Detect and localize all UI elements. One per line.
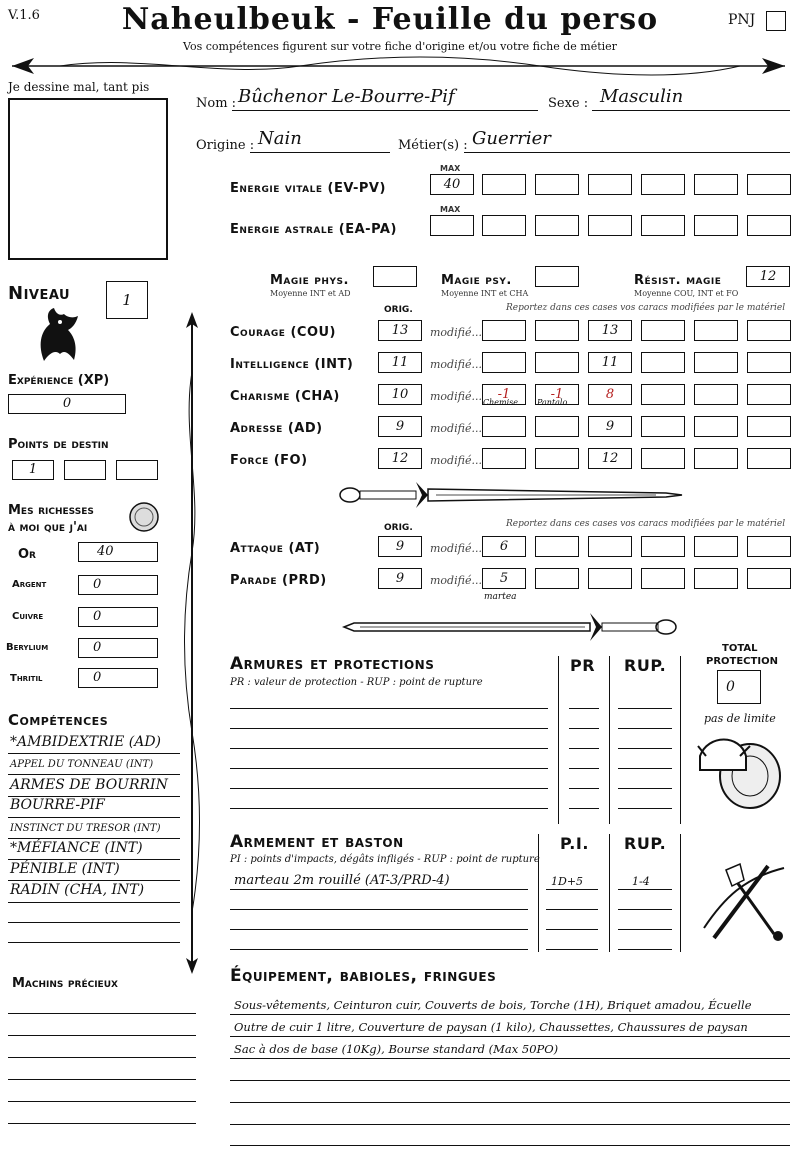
armement-subtitle: PI : points d'impacts, dégâts infligés - RUP : point de rupture — [230, 854, 540, 865]
carac-mod-box[interactable] — [694, 320, 738, 341]
competence-item: BOURRE-PIF — [10, 797, 105, 813]
competence-item: *AMBIDEXTRIE (AD) — [10, 734, 162, 750]
competence-item: RADIN (CHA, INT) — [10, 882, 145, 898]
carac-mod-box[interactable] — [641, 352, 685, 373]
destin-box-2[interactable] — [64, 460, 106, 480]
experience-label: Expérience (XP) — [8, 373, 110, 388]
carac-mod-box[interactable] — [641, 384, 685, 405]
carac-mod-box[interactable]: 9 — [588, 416, 632, 437]
helmet-shield-icon — [694, 726, 784, 812]
richesses-label-2: à moi que j'ai — [8, 520, 88, 535]
destin-box-1[interactable]: 1 — [12, 460, 54, 480]
weapon-rup[interactable]: 1-4 — [632, 875, 650, 888]
carac-mod-box[interactable] — [694, 352, 738, 373]
origine-value[interactable]: Nain — [258, 128, 302, 149]
carac-mod-box[interactable]: 8 — [588, 384, 632, 405]
armures-divider-1 — [558, 656, 559, 824]
berylium-label: Berylium — [6, 642, 49, 653]
armure-row-line[interactable] — [230, 768, 548, 769]
sexe-label: Sexe : — [548, 96, 589, 111]
combat-mod-box[interactable] — [588, 536, 632, 557]
machins-line — [8, 1101, 196, 1102]
ev-box-6[interactable] — [694, 174, 738, 195]
carac-mod-box[interactable]: 13 — [588, 320, 632, 341]
carac-mod-box[interactable] — [535, 352, 579, 373]
combat-mod-box[interactable] — [641, 536, 685, 557]
combat-mod-box[interactable] — [641, 568, 685, 589]
carac-orig-box[interactable]: 10 — [378, 384, 422, 405]
metier-underline — [464, 152, 790, 153]
weapons-icon — [694, 858, 790, 944]
destin-box-3[interactable] — [116, 460, 158, 480]
arme-pi-line[interactable] — [546, 949, 598, 950]
armement-col-rup: RUP. — [624, 834, 667, 853]
berylium-box[interactable]: 0 — [78, 638, 158, 658]
ea-box-5[interactable] — [641, 215, 685, 236]
ea-max-label: MAX — [440, 205, 461, 214]
argent-box[interactable]: 0 — [78, 575, 158, 595]
competence-line — [8, 922, 180, 923]
combat-label: Parade (PRD) — [230, 573, 327, 588]
ev-box-4[interactable] — [588, 174, 632, 195]
combat-orig-box[interactable]: 9 — [378, 536, 422, 557]
carac-mod-box[interactable] — [535, 320, 579, 341]
carac-mod-box[interactable] — [747, 416, 791, 437]
carac-mod-box[interactable]: 12 — [588, 448, 632, 469]
header-arrow-ornament — [0, 54, 800, 78]
ea-box-7[interactable] — [747, 215, 791, 236]
carac-label: Charisme (CHA) — [230, 389, 340, 404]
carac-mod-box[interactable] — [482, 320, 526, 341]
combat-mod-box[interactable] — [588, 568, 632, 589]
armement-divider-2 — [609, 834, 610, 952]
nom-value[interactable]: Bûchenor Le-Bourre-Pif — [238, 86, 455, 107]
machins-line — [8, 1013, 196, 1014]
portrait-caption: Je dessine mal, tant pis — [8, 80, 150, 94]
metier-label: Métier(s) : — [398, 138, 468, 153]
combat-label: Attaque (AT) — [230, 541, 321, 556]
competences-title: Compétences — [8, 711, 109, 729]
carac-mod-box[interactable] — [694, 448, 738, 469]
combat-mod-box[interactable] — [694, 536, 738, 557]
carac-orig-box[interactable]: 13 — [378, 320, 422, 341]
experience-box[interactable]: 0 — [8, 394, 126, 414]
arme-rup-line[interactable] — [618, 929, 672, 930]
magie-phys-note: Moyenne INT et AD — [270, 289, 351, 298]
equipement-line-2[interactable]: Outre de cuir 1 litre, Couverture de paysan (1 kilo), Chaussettes, Chaussures de paysan — [234, 1020, 748, 1034]
ea-box-6[interactable] — [694, 215, 738, 236]
magie-phys-box[interactable] — [373, 266, 417, 287]
total-protection-box[interactable]: 0 — [717, 670, 761, 704]
carac-mod-box[interactable] — [747, 352, 791, 373]
armement-divider-1 — [538, 834, 539, 952]
modifie-label: modifié... — [430, 326, 482, 339]
armures-divider-3 — [680, 656, 681, 824]
magie-psy-box[interactable] — [535, 266, 579, 287]
arme-rup-line[interactable] — [618, 909, 672, 910]
coin-icon — [128, 501, 160, 533]
armement-divider-3 — [680, 834, 681, 952]
prd-note: martea — [484, 592, 517, 602]
arme-row-line[interactable] — [230, 889, 528, 890]
pnj-label: PNJ — [728, 12, 756, 28]
competence-line — [8, 817, 180, 818]
modifie-label: modifié... — [430, 542, 482, 555]
machins-line — [8, 1057, 196, 1058]
armure-rup-line[interactable] — [618, 788, 672, 789]
ev-box-5[interactable] — [641, 174, 685, 195]
ev-max-box[interactable]: 40 — [430, 174, 474, 195]
ev-box-2[interactable] — [482, 174, 526, 195]
magie-psy-note: Moyenne INT et CHA — [441, 289, 529, 298]
carac-mod-box[interactable] — [641, 320, 685, 341]
cuivre-label: Cuivre — [12, 611, 44, 622]
sexe-value[interactable]: Masculin — [600, 86, 684, 107]
combat-mod-box[interactable]: 6 — [482, 536, 526, 557]
sexe-underline — [592, 110, 790, 111]
arme-row-line[interactable] — [230, 929, 528, 930]
combat-mod-box[interactable]: 5 — [482, 568, 526, 589]
combat-report-note: Reportez dans ces cases vos caracs modifiées par le matériel — [506, 519, 786, 529]
carac-report-note: Reportez dans ces cases vos caracs modifiées par le matériel — [506, 303, 786, 313]
weapon-name[interactable]: marteau 2m rouillé (AT-3/PRD-4) — [234, 873, 450, 888]
competence-item: PÉNIBLE (INT) — [10, 861, 120, 877]
armure-pr-line[interactable] — [569, 708, 599, 709]
combat-mod-box[interactable] — [747, 536, 791, 557]
armure-row-line[interactable] — [230, 788, 548, 789]
modifie-label: modifié... — [430, 454, 482, 467]
arme-row-line[interactable] — [230, 909, 528, 910]
arme-pi-line[interactable] — [546, 889, 598, 890]
armure-rup-line[interactable] — [618, 768, 672, 769]
carac-mod-box[interactable] — [535, 416, 579, 437]
version-label: V.1.6 — [8, 8, 40, 23]
armures-divider-2 — [609, 656, 610, 824]
dragon-icon — [34, 306, 84, 364]
cha-note-pantalo: Pantalo — [537, 398, 568, 407]
arme-rup-line[interactable] — [618, 889, 672, 890]
combat-mod-box[interactable] — [747, 568, 791, 589]
competence-item: ARMES DE BOURRIN — [10, 777, 168, 793]
argent-label: Argent — [12, 579, 47, 590]
machins-title: Machins précieux — [12, 976, 118, 991]
or-box[interactable]: 40 — [78, 542, 158, 562]
ev-max-label: MAX — [440, 164, 461, 173]
modifie-label: modifié... — [430, 390, 482, 403]
armure-rup-line[interactable] — [618, 708, 672, 709]
armure-row-line[interactable] — [230, 808, 548, 809]
armure-pr-line[interactable] — [569, 728, 599, 729]
carac-orig-box[interactable]: 9 — [378, 416, 422, 437]
equipement-line-3[interactable]: Sac à dos de base (10Kg), Bourse standard (Max 50PO) — [234, 1042, 559, 1056]
ea-max-box[interactable] — [430, 215, 474, 236]
carac-mod-box[interactable] — [482, 448, 526, 469]
competence-line — [8, 753, 180, 754]
pnj-checkbox[interactable] — [766, 11, 786, 31]
page-title: Naheulbeuk - Feuille du perso — [121, 2, 659, 37]
ea-box-2[interactable] — [482, 215, 526, 236]
carac-label: Force (FO) — [230, 453, 308, 468]
sword-ornament-2 — [340, 610, 680, 644]
armure-row-line[interactable] — [230, 728, 548, 729]
origine-label: Origine : — [196, 138, 255, 153]
armure-rup-line[interactable] — [618, 808, 672, 809]
ev-label: Energie vitale (EV-PV) — [230, 181, 386, 196]
carac-orig-label: ORIG. — [384, 305, 413, 315]
carac-label: Intelligence (INT) — [230, 357, 354, 372]
armures-subtitle: PR : valeur de protection - RUP : point de rupture — [230, 677, 483, 688]
arme-rup-line[interactable] — [618, 949, 672, 950]
armure-pr-line[interactable] — [569, 768, 599, 769]
thritil-label: Thritil — [10, 673, 43, 684]
arme-row-line[interactable] — [230, 949, 528, 950]
carac-mod-box[interactable] — [747, 384, 791, 405]
equipement-line[interactable] — [230, 1036, 790, 1037]
cuivre-box[interactable]: 0 — [78, 607, 158, 627]
page-subtitle: Vos compétences figurent sur votre fiche d'origine et/ou votre fiche de métier — [183, 40, 617, 53]
arme-pi-line[interactable] — [546, 909, 598, 910]
armure-rup-line[interactable] — [618, 748, 672, 749]
machins-line — [8, 1035, 196, 1036]
modifie-label: modifié... — [430, 574, 482, 587]
nom-underline — [232, 110, 538, 111]
competence-line — [8, 902, 180, 903]
carac-label: Adresse (AD) — [230, 421, 323, 436]
equipement-line[interactable] — [230, 1102, 790, 1103]
carac-mod-box[interactable] — [641, 416, 685, 437]
armure-pr-line[interactable] — [569, 748, 599, 749]
equipement-line[interactable] — [230, 1058, 790, 1059]
equipement-line[interactable] — [230, 1014, 790, 1015]
combat-orig-label: ORIG. — [384, 523, 413, 533]
equipement-title: Équipement, babioles, fringues — [230, 966, 497, 986]
carac-mod-box[interactable] — [747, 448, 791, 469]
magie-psy-label: Magie psy. — [441, 273, 512, 288]
carac-orig-box[interactable]: 12 — [378, 448, 422, 469]
weapon-pi[interactable]: 1D+5 — [551, 875, 584, 888]
carac-mod-box[interactable] — [482, 352, 526, 373]
resist-magie-box[interactable]: 12 — [746, 266, 790, 287]
nom-label: Nom : — [196, 96, 237, 111]
combat-mod-box[interactable] — [535, 536, 579, 557]
arme-pi-line[interactable] — [546, 929, 598, 930]
armure-pr-line[interactable] — [569, 788, 599, 789]
machins-line — [8, 1123, 196, 1124]
origine-underline — [250, 152, 390, 153]
combat-mod-box[interactable] — [694, 568, 738, 589]
carac-mod-box[interactable] — [747, 320, 791, 341]
niveau-box[interactable]: 1 — [106, 281, 148, 319]
limit-note: pas de limite — [704, 712, 776, 725]
competence-item: APPEL DU TONNEAU (INT) — [10, 759, 154, 770]
ea-label: Energie astrale (EA-PA) — [230, 222, 397, 237]
total-protection-label-2: PROTECTION — [706, 656, 778, 667]
competence-line — [8, 942, 180, 943]
competence-line — [8, 838, 180, 839]
ea-box-4[interactable] — [588, 215, 632, 236]
resist-magie-note: Moyenne COU, INT et FO — [634, 289, 739, 298]
carac-orig-box[interactable]: 11 — [378, 352, 422, 373]
portrait-frame[interactable] — [8, 98, 168, 260]
carac-mod-box[interactable]: -1 — [535, 384, 579, 405]
combat-orig-box[interactable]: 9 — [378, 568, 422, 589]
machins-line — [8, 1079, 196, 1080]
competence-item: *MÉFIANCE (INT) — [10, 840, 143, 856]
magie-phys-label: Magie phys. — [270, 273, 349, 288]
cha-note-chemise: Chemise — [483, 398, 518, 407]
richesses-label-1: Mes richesses — [8, 503, 94, 518]
equipement-line[interactable] — [230, 1145, 790, 1146]
armures-col-rup: RUP. — [624, 656, 667, 675]
armement-title: Armement et baston — [230, 832, 404, 852]
destin-label: Points de destin — [8, 437, 109, 452]
carac-label: Courage (COU) — [230, 325, 336, 340]
carac-mod-box[interactable] — [535, 448, 579, 469]
thritil-box[interactable]: 0 — [78, 668, 158, 688]
modifie-label: modifié... — [430, 422, 482, 435]
combat-mod-box[interactable] — [535, 568, 579, 589]
carac-mod-box[interactable] — [694, 416, 738, 437]
metier-value[interactable]: Guerrier — [472, 128, 551, 149]
ev-box-7[interactable] — [747, 174, 791, 195]
armures-title: Armures et protections — [230, 654, 435, 674]
niveau-label: Niveau — [8, 283, 71, 304]
carac-mod-box[interactable] — [482, 416, 526, 437]
competence-line — [8, 859, 180, 860]
armure-row-line[interactable] — [230, 748, 548, 749]
spear-ornament — [180, 312, 204, 974]
total-protection-label-1: TOTAL — [722, 643, 758, 654]
sword-ornament-1 — [336, 478, 686, 512]
armure-pr-line[interactable] — [569, 808, 599, 809]
carac-mod-box[interactable]: 11 — [588, 352, 632, 373]
armure-rup-line[interactable] — [618, 728, 672, 729]
carac-mod-box[interactable] — [641, 448, 685, 469]
equipement-line-1[interactable]: Sous-vêtements, Ceinturon cuir, Couverts de bois, Torche (1H), Briquet amadou, Écuelle — [234, 998, 752, 1012]
equipement-line[interactable] — [230, 1124, 790, 1125]
competence-line — [8, 774, 180, 775]
armures-col-pr: PR — [570, 656, 596, 675]
carac-mod-box[interactable] — [694, 384, 738, 405]
competence-line — [8, 880, 180, 881]
ev-box-3[interactable] — [535, 174, 579, 195]
armure-row-line[interactable] — [230, 708, 548, 709]
resist-magie-label: Résist. magie — [634, 273, 722, 288]
modifie-label: modifié... — [430, 358, 482, 371]
equipement-line[interactable] — [230, 1080, 790, 1081]
armement-col-pi: P.I. — [560, 834, 589, 853]
competence-item: INSTINCT DU TRESOR (INT) — [10, 823, 161, 834]
ea-box-3[interactable] — [535, 215, 579, 236]
carac-mod-box[interactable]: -1 — [482, 384, 526, 405]
or-label: Or — [18, 547, 36, 562]
